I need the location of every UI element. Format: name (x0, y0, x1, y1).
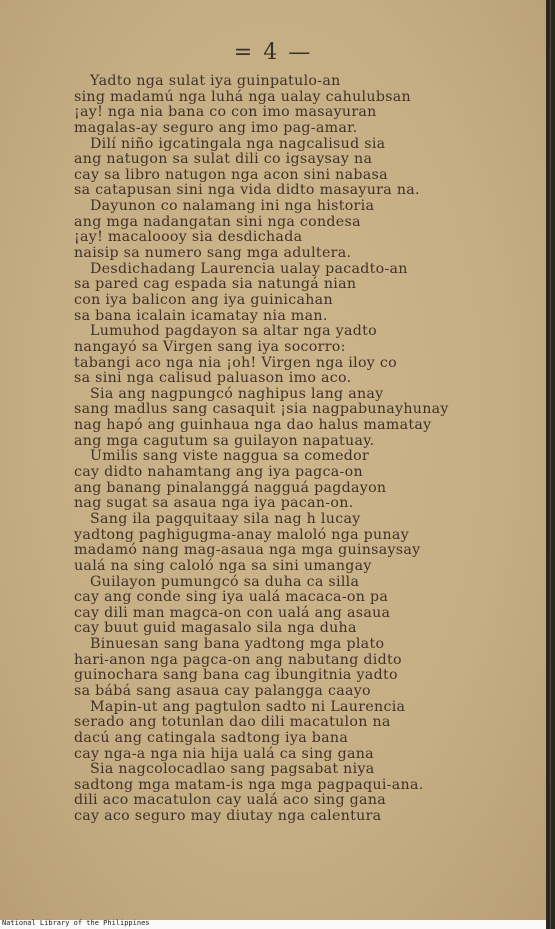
text-line: magalas-ay seguro ang imo pag-amar. (74, 119, 358, 136)
text-line: Sang ila pagquitaay sila nag h lucay (90, 510, 361, 527)
text-line: Dayunon co nalamang ini nga historia (90, 198, 375, 215)
text-line: sa sini nga calisud paluason imo aco. (74, 370, 352, 387)
text-line: naisip sa numero sang mga adultera. (74, 245, 352, 262)
text-line: cay nga-a nga nia hija ualá ca sing gana (74, 745, 374, 762)
text-line: nag sugat sa asaua nga iya pacan-on. (74, 495, 354, 512)
poem-text (74, 74, 492, 825)
text-line: Yadto nga sulat iya guinpatulo-an (90, 73, 341, 89)
text-line: ang banang pinalanggá nagguá pagdayon (74, 479, 387, 496)
text-line: dili aco macatulon cay ualá aco sing gana (74, 792, 387, 809)
text-line: guinochara sang bana cag ibungitnia yadto (74, 667, 398, 684)
text-line: cay buut guid magasalo sila nga duha (74, 620, 357, 637)
text-line: ¡ay! macaloooy sia desdichada (74, 229, 303, 246)
text-line: Mapin-ut ang pagtulon sadto ni Laurencia (90, 698, 406, 715)
text-line: cay ang conde sing iya ualá macaca-on pa (74, 589, 389, 606)
text-line: sadtong mga matam-is nga mga pagpaqui-ana. (74, 776, 424, 793)
text-line: madamó nang mag-asaua nga mga guinsaysay (74, 542, 421, 559)
text-line: hari-anon nga pagca-on ang nabutang didto (74, 651, 402, 668)
text-line: ang mga nadangatan sini nga condesa (74, 213, 361, 230)
text-line: Binuesan sang bana yadtong mga plato (90, 636, 385, 653)
text-line: sa bábá sang asaua cay palangga caayo (74, 682, 371, 699)
text-line: nangayó sa Virgen sang iya socorro: (74, 338, 346, 355)
text-line: cay aco seguro may diutay nga calentura (74, 808, 382, 825)
text-line: cay didto nahamtang ang iya pagca-on (74, 464, 363, 481)
text-line: nag hapó ang guinhaua nga dao halus mamatay (74, 417, 432, 434)
text-line: Umilis sang viste naggua sa comedor (90, 448, 370, 465)
text-line: sing madamú nga luhá nga ualay cahulubsan (74, 88, 411, 105)
text-line: Sia nagcolocadlao sang pagsabat niya (90, 761, 375, 778)
text-line: sa catapusan sini nga vida didto masayura na. (74, 182, 420, 199)
text-line: serado ang totunlan dao dili macatulon na (74, 714, 391, 731)
page-number: = 4 — (233, 40, 313, 65)
text-line: ang mga cagutum sa guilayon napatuay. (74, 432, 375, 449)
text-line: yadtong paghigugma-anay maloló nga punay (74, 526, 410, 543)
text-line: ¡ay! nga nia bana co con imo masayuran (74, 104, 377, 121)
text-line: Desdichadang Laurencia ualay pacadto-an (90, 260, 408, 277)
text-line: Sia ang nagpungcó naghipus lang anay (90, 385, 384, 402)
text-line: sa bana icalain icamatay nia man. (74, 307, 328, 324)
text-line: ang natugon sa sulat dili co igsaysay na (74, 151, 373, 168)
text-line: con iya balicon ang iya guinicahan (74, 291, 333, 308)
page-edge-line (550, 0, 551, 929)
footer-credit: National Library of the Philippines (2, 919, 150, 927)
text-line: Lumuhod pagdayon sa altar nga yadto (90, 323, 377, 340)
text-line: ualá na sing caloló nga sa sini umangay (74, 557, 372, 574)
text-line: cay dili man magca-on con ualá ang asaua (74, 604, 391, 621)
text-line: dacú ang catingala sadtong iya bana (74, 729, 349, 746)
text-line: tabangi aco nga nia ¡oh! Virgen nga iloy co (74, 354, 398, 371)
text-line: Dilí niño igcatingala nga nagcalisud sia (90, 135, 386, 152)
text-line: sang madlus sang casaquit ¡sia nagpabunayhunay (74, 401, 449, 418)
text-line: Guilayon pumungcó sa duha ca silla (90, 573, 360, 590)
text-line: sa pared cag espada sia natungá nian (74, 276, 357, 293)
text-line: cay sa libro natugon nga acon sini nabasa (74, 166, 388, 183)
